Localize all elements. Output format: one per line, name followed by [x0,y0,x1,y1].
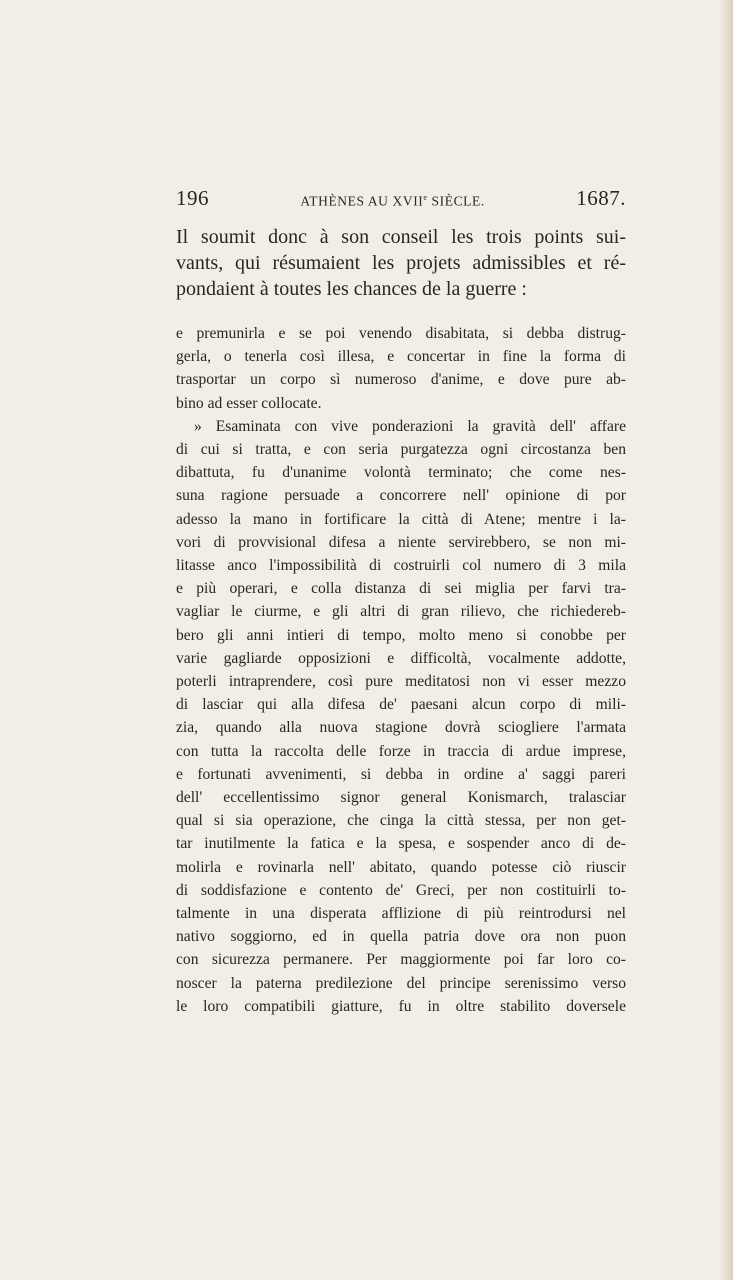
quote-line: » Esaminata con vive ponderazioni la gravità dell' affare [194,417,626,435]
running-header [176,186,626,222]
intro-line: vants, qui résumaient les projets admissibles et ré- [176,252,626,274]
quote-line: con sicurezza permanere. Per maggiormente poi far loro co- [176,951,626,969]
header-year: 1687. [576,186,626,210]
page-edge [719,0,733,1280]
intro-line: Il soumit donc à son conseil les trois points sui- [176,226,626,248]
quote-line: e più operari, e colla distanza di sei miglia per farvi tra- [176,580,626,598]
quote-line: varie gagliarde opposizioni e difficoltà, vocalmente addotte, [176,649,626,667]
quote-line: bino ad esser collocate. [176,394,322,412]
quote-line: bero gli anni intieri di tempo, molto meno si conobbe per [176,626,626,644]
running-title-sup: e [423,192,428,202]
quote-line: vagliar le ciurme, e gli altri di gran rilievo, che richiedereb- [176,603,626,621]
quote-line: dibattuta, fu d'unanime volontà terminato; che come nes- [176,464,626,482]
quote-line: nativo soggiorno, ed in quella patria dove ora non puon [176,928,626,946]
intro-line: pondaient à toutes les chances de la guerre : [176,278,527,300]
quote-line: gerla, o tenerla così illesa, e concertar in fine la forma di [176,348,626,366]
quote-line: dell' eccellentissimo signor general Konismarch, tralasciar [176,789,626,807]
quote-line: e fortunati avvenimenti, si debba in ordine a' saggi pareri [176,765,626,783]
quote-line: e premunirla e se poi venendo disabitata, si debba distrug- [176,325,626,342]
running-title [300,193,484,210]
quote-line: di lasciar qui alla difesa de' paesani alcun corpo di mili- [176,696,626,714]
quote-line: molirla e rovinarla nell' abitato, quando potesse ciò riuscir [176,858,626,876]
quote-line: tar inutilmente la fatica e la spesa, e sospender anco di de- [176,835,626,853]
running-title-main: ATHÈNES AU XVII [300,193,424,208]
page-number: 196 [176,186,209,210]
intro-paragraph [176,224,626,302]
quote-line: zia, quando alla nuova stagione dovrà sciogliere l'armata [176,719,626,737]
quote-line: noscer la paterna predilezione del principe serenissimo verso [176,974,626,992]
quote-line: suna ragione persuade a concorrere nell' opinione di por [176,487,626,505]
text-block [176,186,626,1018]
quote-line: adesso la mano in fortificare la città di Atene; mentre i la- [176,510,626,528]
quote-line: vori di provvisional difesa a niente servirebbero, se non mi- [176,533,626,551]
quoted-italian-text [176,322,626,1018]
quote-line: di soddisfazione e contento de' Greci, per non costituirli to- [176,881,626,899]
quote-line: talmente in una disperata afflizione di più reintrodursi nel [176,905,626,923]
quote-line: con tutta la raccolta delle forze in traccia di ardue imprese, [176,742,626,760]
running-title-end: SIÈCLE. [427,193,485,208]
quote-line: poterli intraprendere, così pure meditatosi non vi esser mezzo [176,673,626,691]
quote-line: litasse anco l'impossibilità di costruirli col numero di 3 mila [176,557,626,575]
quote-line: le loro compatibili giatture, fu in oltre stabilito doversele [176,997,626,1015]
quote-line: qual si sia operazione, che cinga la città stessa, per non get- [176,812,626,830]
quote-line: trasportar un corpo sì numeroso d'anime, e dove pure ab- [176,371,626,389]
quote-line: di cui si tratta, e con seria purgatezza ogni circostanza ben [176,441,626,459]
